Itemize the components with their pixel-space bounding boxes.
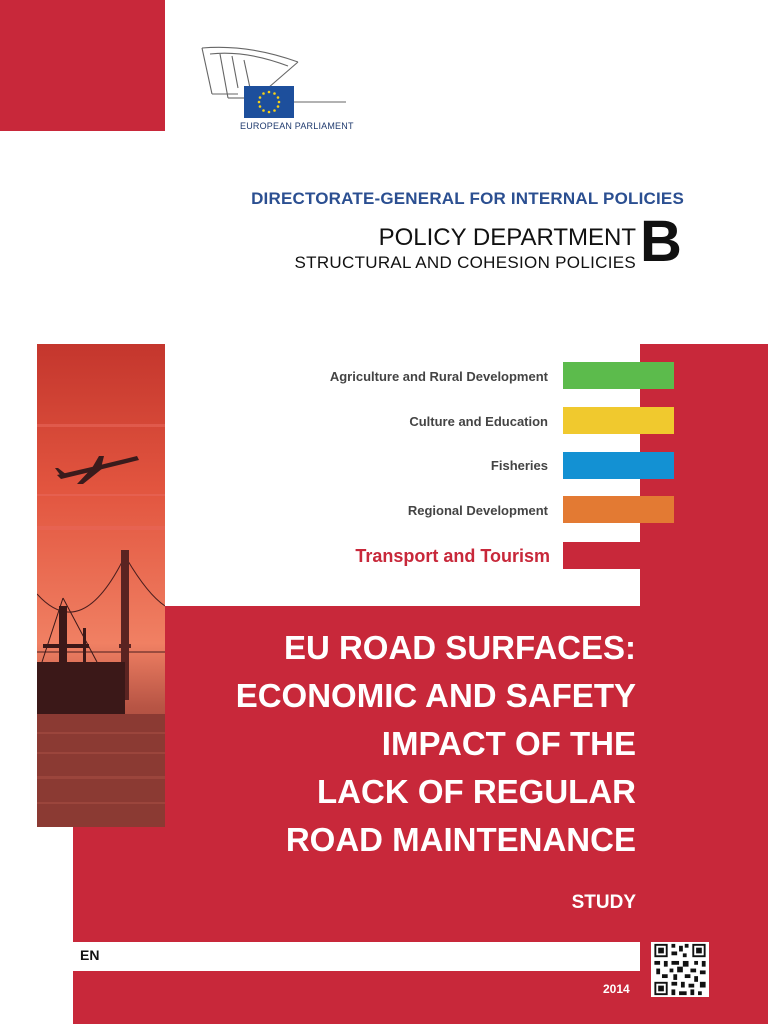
category-label-regional: Regional Development (407, 503, 548, 518)
right-red-panel (640, 344, 768, 1024)
qr-code-icon (651, 942, 709, 997)
category-label-transport: Transport and Tourism (355, 546, 550, 566)
department-letter: B (640, 209, 682, 274)
policy-department-subtitle: STRUCTURAL AND COHESION POLICIES (294, 253, 636, 272)
category-color-transport (563, 542, 640, 569)
publication-year: 2014 (603, 982, 630, 996)
title-line: EU ROAD SURFACES: (283, 629, 636, 666)
policy-department-heading: POLICY DEPARTMENT (378, 224, 636, 251)
title-line: LACK OF REGULAR (317, 773, 636, 810)
language-strip (73, 942, 640, 971)
category-color-culture (563, 407, 674, 434)
category-label-agriculture: Agriculture and Rural Development (329, 369, 548, 384)
language-code: EN (80, 947, 100, 963)
category-color-fisheries (563, 452, 674, 479)
directorate-heading: DIRECTORATE-GENERAL FOR INTERNAL POLICIES (251, 189, 684, 208)
top-red-block (0, 0, 165, 131)
study-title (236, 624, 636, 864)
title-line: IMPACT OF THE (381, 725, 636, 762)
document-type: STUDY (571, 892, 636, 913)
category-color-agriculture (563, 362, 674, 389)
category-color-regional (563, 496, 674, 523)
category-label-culture: Culture and Education (409, 414, 548, 429)
title-line: ECONOMIC AND SAFETY (235, 677, 636, 714)
category-label-fisheries: Fisheries (490, 458, 548, 473)
cover-photo (37, 344, 165, 827)
publisher-name: EUROPEAN PARLIAMENT (240, 121, 354, 131)
title-line: ROAD MAINTENANCE (285, 821, 636, 858)
